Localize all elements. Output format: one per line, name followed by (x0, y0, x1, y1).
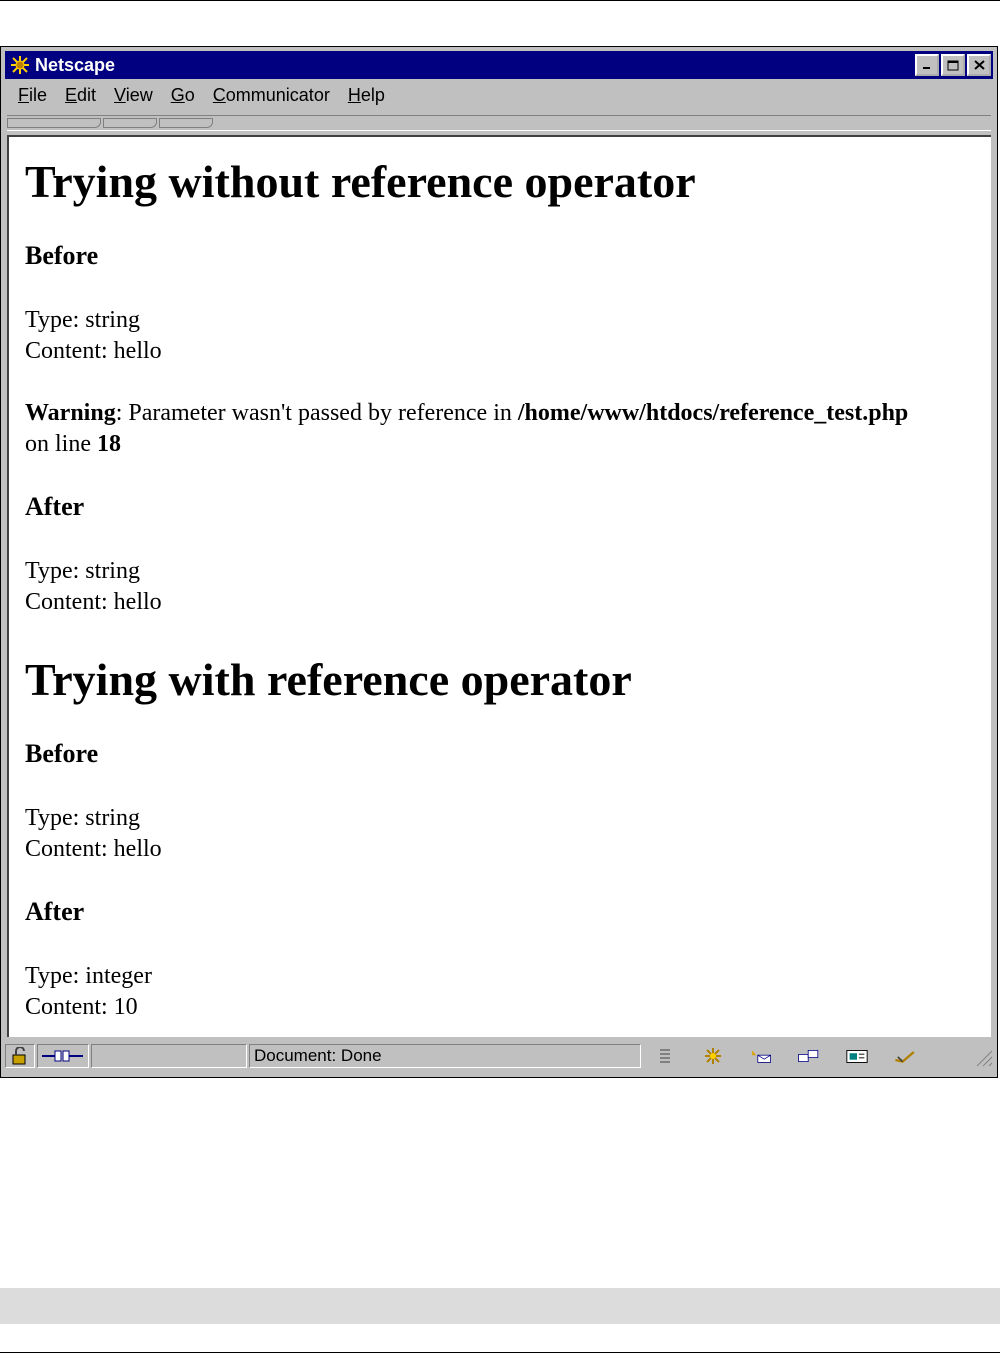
menu-go[interactable] (162, 85, 204, 106)
section1-after-heading: After (25, 492, 85, 521)
discussions-icon[interactable] (797, 1047, 821, 1065)
mail-icon[interactable] (749, 1047, 773, 1065)
navigator-icon[interactable] (701, 1047, 725, 1065)
addressbook-icon[interactable] (893, 1047, 917, 1065)
netscape-icon (9, 54, 31, 76)
menu-go-accel: G (170, 84, 185, 105)
maximize-button[interactable] (941, 54, 965, 76)
section2-before-type: Type: string (25, 805, 140, 831)
section2-title: Trying with reference operator (25, 654, 632, 705)
page-viewport[interactable] (7, 135, 991, 1037)
section2-before-content: Content: hello (25, 836, 162, 862)
window-title: Netscape (35, 54, 116, 75)
menu-view[interactable] (105, 85, 162, 106)
status-text: Document: Done (254, 1046, 382, 1065)
menu-go-label: o (184, 84, 195, 105)
warning-line-number: 18 (97, 431, 121, 457)
menu-file[interactable] (5, 85, 56, 106)
personal-toolbar-grip[interactable] (159, 118, 213, 128)
menu-view-label: iew (125, 84, 153, 105)
section1-title: Trying without reference operator (25, 156, 696, 207)
warning-message (25, 398, 983, 429)
close-icon (974, 60, 985, 70)
menu-edit-label: dit (77, 84, 97, 105)
composer-icon[interactable] (845, 1047, 869, 1065)
status-text-panel (249, 1044, 641, 1068)
menu-communicator-accel: C (212, 84, 226, 105)
minimize-icon (922, 60, 932, 70)
close-button[interactable] (967, 54, 991, 76)
navigation-toolbar-grip[interactable] (7, 118, 101, 128)
section1-before-type: Type: string (25, 307, 140, 333)
doc-info-icon[interactable] (653, 1047, 677, 1065)
section2-after-content: Content: 10 (25, 994, 138, 1020)
menu-bar (5, 81, 993, 109)
connection-plug-icon[interactable] (37, 1044, 89, 1068)
status-bar (5, 1041, 993, 1071)
section1-after-content: Content: hello (25, 589, 162, 615)
page-top-rule (0, 0, 1000, 1)
maximize-icon (947, 60, 959, 71)
warning-path: /home/www/htdocs/reference_test.php (517, 400, 909, 426)
location-toolbar-grip[interactable] (103, 118, 157, 128)
menu-file-accel: F (18, 84, 29, 105)
page-bottom-rule (0, 1352, 1000, 1353)
component-bar (643, 1044, 993, 1068)
section1-before-heading: Before (25, 241, 99, 270)
section1-before-content: Content: hello (25, 338, 162, 364)
menu-help[interactable] (339, 85, 394, 106)
browser-window (0, 46, 998, 1078)
menu-view-accel: V (114, 84, 126, 105)
security-lock-icon[interactable] (5, 1044, 35, 1068)
warning-label: Warning (25, 400, 116, 426)
collapsed-toolbars (7, 115, 991, 131)
section2-before-heading: Before (25, 739, 99, 768)
section2-after-type: Type: integer (25, 963, 152, 989)
minimize-button[interactable] (915, 54, 939, 76)
menu-edit-accel: E (65, 84, 78, 105)
warning-text: : Parameter wasn't passed by reference in (115, 400, 518, 426)
title-bar[interactable] (5, 51, 993, 79)
menu-communicator-label: ommunicator (225, 84, 330, 105)
window-controls (915, 54, 991, 76)
section2-after-heading: After (25, 897, 85, 926)
section1-after-type: Type: string (25, 558, 140, 584)
menu-communicator[interactable] (204, 85, 339, 106)
page-footer-band (0, 1288, 1000, 1324)
progress-bar (91, 1044, 247, 1068)
warning-line-info (25, 429, 983, 460)
menu-help-label: elp (360, 84, 385, 105)
menu-file-label: ile (29, 84, 48, 105)
menu-edit[interactable] (56, 85, 105, 106)
menu-help-accel: H (347, 84, 361, 105)
warning-online: on line (25, 431, 97, 457)
resize-grip[interactable] (971, 1045, 993, 1067)
